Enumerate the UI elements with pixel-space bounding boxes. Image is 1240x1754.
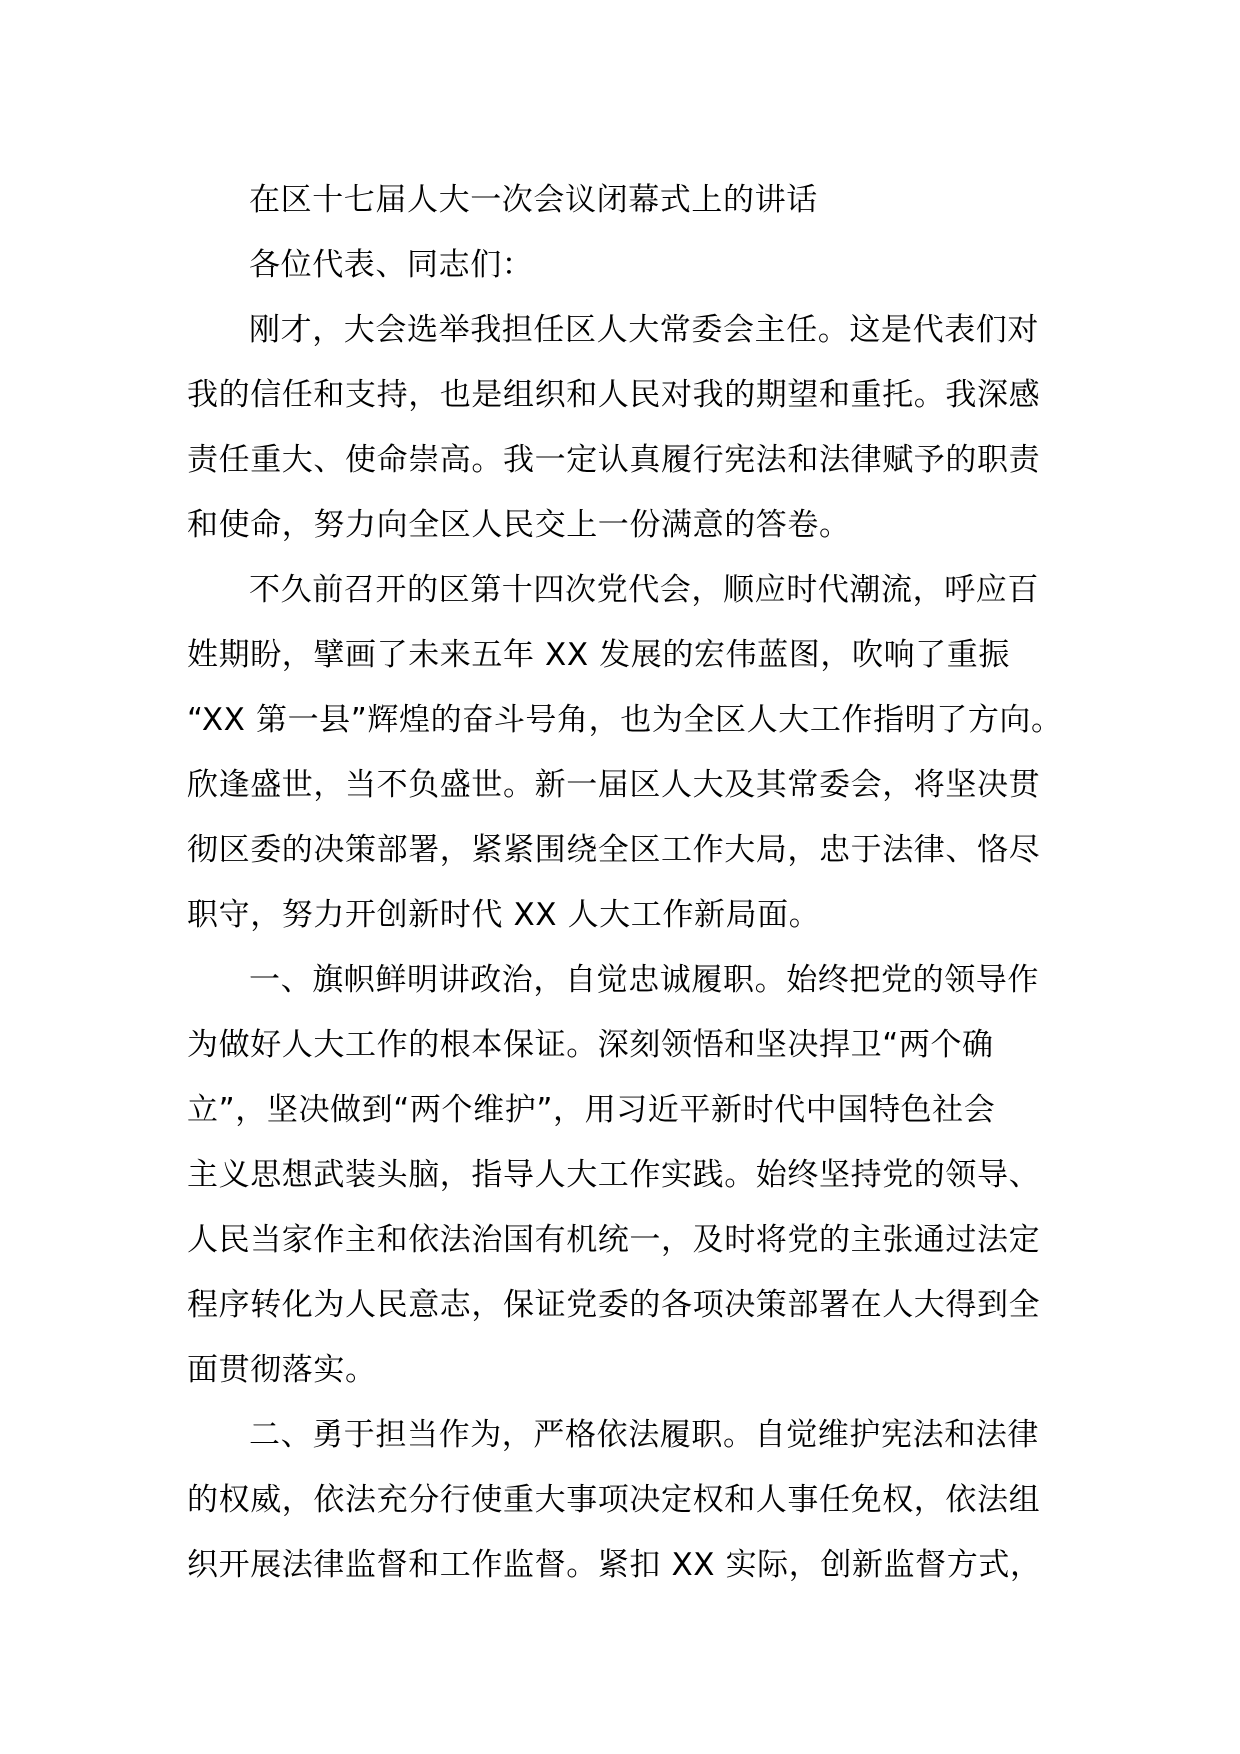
paragraph-2	[187, 558, 1063, 948]
paragraph-line: 二、勇于担当作为，严格依法履职。自觉维护宪法和法律	[249, 1417, 1039, 1453]
paragraph-line: 人民当家作主和依法治国有机统一，及时将党的主张通过法定	[187, 1222, 1041, 1258]
paragraph-line: 程序转化为人民意志，保证党委的各项决策部署在人大得到全	[187, 1287, 1041, 1323]
paragraph-3	[187, 948, 1063, 1403]
paragraph-line: 彻区委的决策部署，紧紧围绕全区工作大局，忠于法律、恪尽	[187, 832, 1041, 868]
paragraph-line: 责任重大、使命崇高。我一定认真履行宪法和法律赋予的职责	[187, 442, 1041, 478]
paragraph-line: 职守，努力开创新时代 XX 人大工作新局面。	[187, 897, 821, 933]
paragraph-line: 不久前召开的区第十四次党代会，顺应时代潮流，呼应百	[249, 572, 1039, 608]
paragraph-line: 欣逢盛世，当不负盛世。新一届区人大及其常委会，将坚决贯	[187, 767, 1041, 803]
paragraph-line: 织开展法律监督和工作监督。紧扣 XX 实际，创新监督方式，	[187, 1547, 1042, 1583]
paragraph-line: 的权威，依法充分行使重大事项决定权和人事任免权，依法组	[187, 1482, 1041, 1518]
paragraph-line: 我的信任和支持，也是组织和人民对我的期望和重托。我深感	[187, 377, 1041, 413]
salutation: 各位代表、同志们：	[249, 247, 534, 283]
paragraph-1	[187, 298, 1063, 558]
paragraph-line: 立”，坚决做到“两个维护”，用习近平新时代中国特色社会	[187, 1092, 996, 1128]
paragraph-line: 刚才，大会选举我担任区人大常委会主任。这是代表们对	[249, 312, 1039, 348]
paragraph-line: “XX 第一县”辉煌的奋斗号角，也为全区人大工作指明了方向。	[187, 702, 1063, 738]
paragraph-line: 面贯彻落实。	[187, 1352, 377, 1388]
paragraph-line: 和使命，努力向全区人民交上一份满意的答卷。	[187, 507, 851, 543]
document-body	[187, 168, 1063, 1598]
paragraph-line: 一、旗帜鲜明讲政治，自觉忠诚履职。始终把党的领导作	[249, 962, 1039, 998]
paragraph-line: 主义思想武装头脑，指导人大工作实践。始终坚持党的领导、	[187, 1157, 1041, 1193]
document-title: 在区十七届人大一次会议闭幕式上的讲话	[249, 182, 818, 218]
paragraph-line: 为做好人大工作的根本保证。深刻领悟和坚决捍卫“两个确	[187, 1027, 994, 1063]
paragraph-4	[187, 1403, 1063, 1598]
paragraph-line: 姓期盼，擘画了未来五年 XX 发展的宏伟蓝图，吹响了重振	[187, 637, 1010, 673]
